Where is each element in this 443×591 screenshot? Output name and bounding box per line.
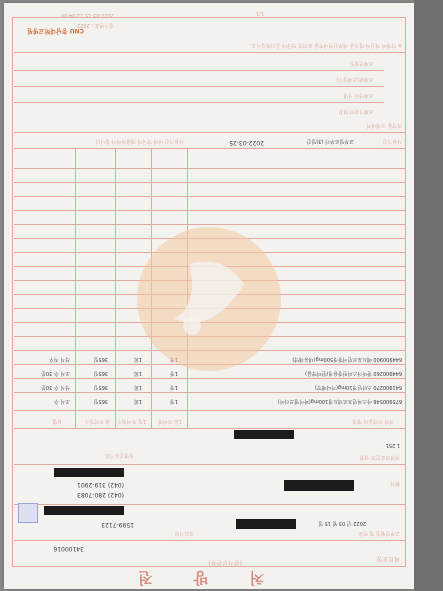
med-dose: 1정 (169, 384, 178, 390)
issue-number: 34100016 (53, 545, 84, 552)
institution-label: 의료기관 (174, 530, 194, 536)
med-name: 644900260 한미아스피린장용정(한미약품) (305, 370, 402, 376)
disease-code-label: 질병분류기호 (105, 452, 134, 458)
med-name: 644900900 메트포르민서방정500mg(대웅제약) (292, 356, 402, 362)
scan-background (414, 0, 443, 591)
pharmacy-row: 조제연월일 (349, 60, 374, 66)
fax-number: (042) 280-7083 (77, 491, 124, 498)
usage-period-value: 교부일로부터 (3)일간 (306, 138, 354, 144)
med-usage: 조식 후 (53, 398, 70, 404)
issue-date: 2022 년 03 월 15 일 (318, 520, 366, 526)
med-times: 1회 (133, 370, 142, 376)
redaction (236, 519, 296, 529)
pharmacy-row: 조제기관의 명칭 (338, 108, 374, 114)
med-usage: 석식 직후 (49, 356, 70, 362)
med-times: 1회 (133, 356, 142, 362)
col-usage: 용법 (52, 418, 62, 424)
dispense-date: 2022-03-25 (229, 139, 264, 146)
phone-number: (042) 319-2901 (77, 481, 124, 488)
official-stamp-icon (18, 503, 38, 523)
redaction (44, 506, 124, 515)
med-days: 365일 (93, 384, 108, 390)
med-times: 1회 (133, 384, 142, 390)
insurance-label: 의료보험 (376, 555, 400, 562)
redaction (284, 480, 354, 491)
pharmacy-row: 조제약사 성명 (343, 92, 374, 98)
redaction (234, 430, 294, 439)
dispense-note: 사용기간 내에 약국에 제출하여야 합니다 (95, 138, 184, 144)
med-days: 365일 (93, 398, 108, 404)
footer-note: ※ 약제비 계산서·영수증 세부산정내역을 보려면 약국에 문의하십시오. (249, 42, 402, 48)
issue-date-label: 교부연월일 및 번호 (358, 530, 400, 536)
med-usage: 석식 후 30분 (41, 384, 70, 390)
col-days: 총 투약일수 (84, 418, 110, 424)
hospital-watermark-icon (134, 224, 284, 374)
hospital-name: CNU 충남대학교병원 (27, 27, 84, 34)
document-title: 처 방 전 (120, 569, 264, 587)
med-days: 365일 (93, 356, 108, 362)
med-name: 675900546 아스피린프로텍트정100mg(바이엘코리아) (277, 398, 402, 404)
med-dose: 1정 (169, 370, 178, 376)
col-drug-name: 처방 의약품의 명칭 (352, 418, 394, 424)
redaction (54, 468, 124, 477)
doctor-label: 처방의료인의 성명 (359, 454, 400, 460)
med-name: 641900270 스타틴정10mg(가나제약) (314, 384, 402, 390)
license-number: 1.251 (385, 442, 400, 448)
med-times: 1회 (133, 398, 142, 404)
document-subtitle: (환자보관용) (208, 559, 242, 566)
footer-page: 1/1 (255, 10, 264, 16)
institution-phone: 1599-7123 (101, 521, 134, 528)
usage-period-label: 사용기간 (382, 138, 402, 144)
prescription-document (4, 3, 414, 589)
col-dose: 1회 투여량 (157, 418, 182, 424)
pharmacy-row: 조제량(조제일수) (336, 76, 374, 82)
col-times: 1일 투여횟수 (117, 418, 146, 424)
footer-print-time: 2022-03-15 12:04:00 (60, 12, 114, 18)
pharmacy-section-label: 의약품 조제내역 (366, 122, 402, 128)
patient-label: 환자 (390, 480, 400, 486)
med-days: 365일 (93, 370, 108, 376)
footer-receipt: 접수번호 : 2022 (77, 22, 114, 28)
med-usage: 조식 후 30분 (41, 370, 70, 376)
med-dose: 1정 (169, 398, 178, 404)
